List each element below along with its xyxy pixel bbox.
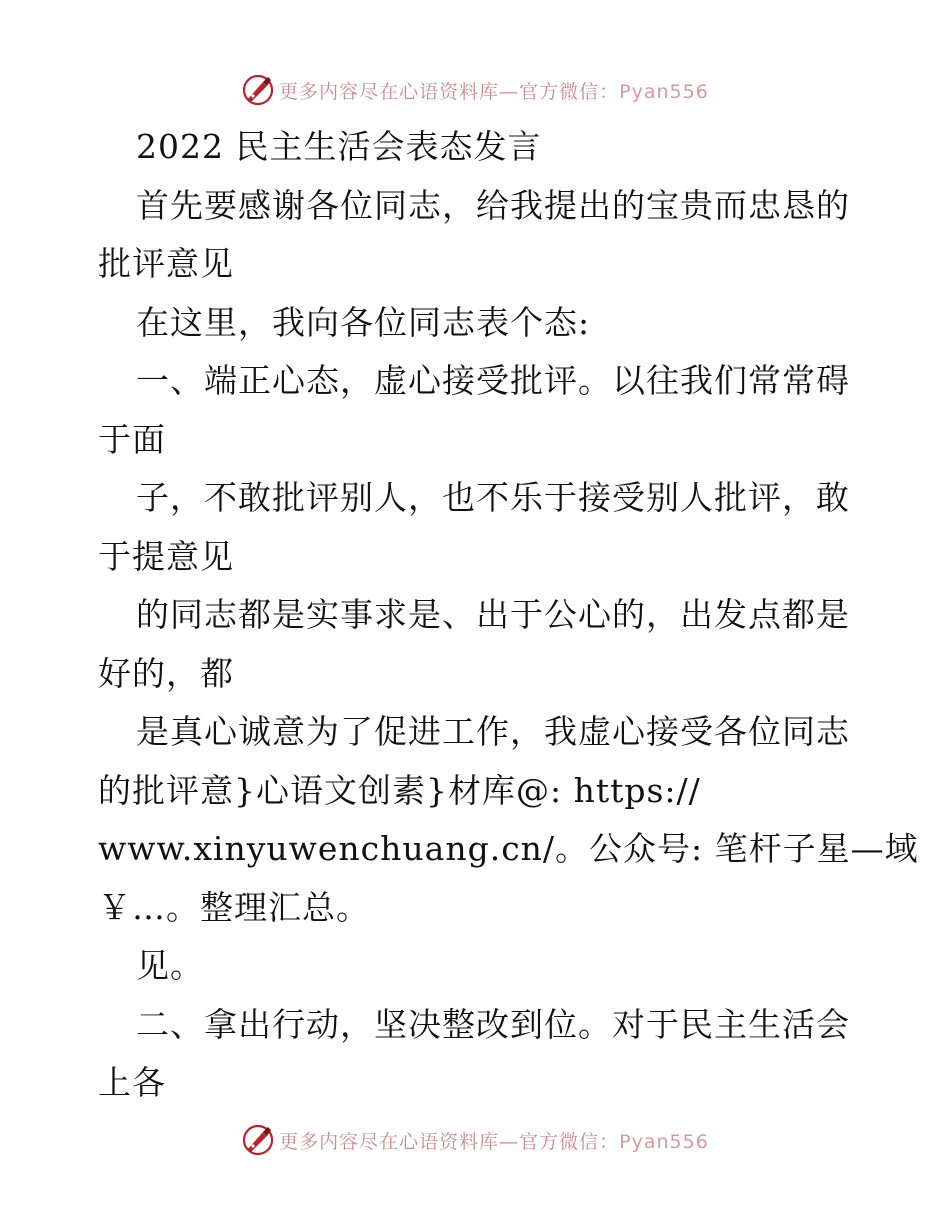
text-line: 首先要感谢各位同志，给我提出的宝贵而忠恳的 — [136, 185, 850, 225]
text-line: 上各 — [98, 1063, 166, 1102]
pen-nib-logo-icon — [241, 1123, 275, 1157]
header-watermark — [0, 70, 950, 110]
text-line: 的同志都是实事求是、出于公心的，出发点都是 — [136, 595, 850, 634]
wechat-id: Pyan556 — [619, 1130, 709, 1153]
document-title: 2022 民主生活会表态发言 — [136, 127, 542, 166]
text-line: 一、端正心态，虚心接受批评。以往我们常常碍 — [136, 361, 850, 400]
watermark-text: 更多内容尽在心语资料库—官方微信：Pyan556 — [279, 1130, 709, 1153]
text-line: ￥…。整理汇总。 — [98, 887, 370, 927]
text-line: 在这里，我向各位同志表个态: — [136, 302, 591, 342]
pen-nib-logo-icon — [241, 73, 275, 107]
text-line: 的批评意}心语文创素}材库@: https:// — [98, 770, 701, 810]
document-body — [98, 118, 919, 1113]
watermark-text: 更多内容尽在心语资料库—官方微信：Pyan556 — [279, 80, 709, 103]
text-line: www.xinyuwenchuang.cn/。公众号: 笔杆子星—域 — [98, 829, 919, 868]
text-line: 子，不敢批评别人，也不乐于接受别人批评，敢 — [136, 478, 850, 517]
text-line: 见。 — [136, 946, 204, 985]
text-line: 二、拿出行动，坚决整改到位。对于民主生活会 — [136, 1004, 850, 1044]
text-line: 是真心诚意为了促进工作，我虚心接受各位同志 — [136, 712, 850, 751]
wechat-id: Pyan556 — [619, 80, 709, 103]
text-line: 于提意见 — [98, 536, 234, 576]
footer-watermark — [0, 1120, 950, 1160]
text-line: 好的，都 — [98, 653, 234, 693]
text-line: 批评意见 — [98, 244, 234, 283]
text-line: 于面 — [98, 419, 166, 459]
